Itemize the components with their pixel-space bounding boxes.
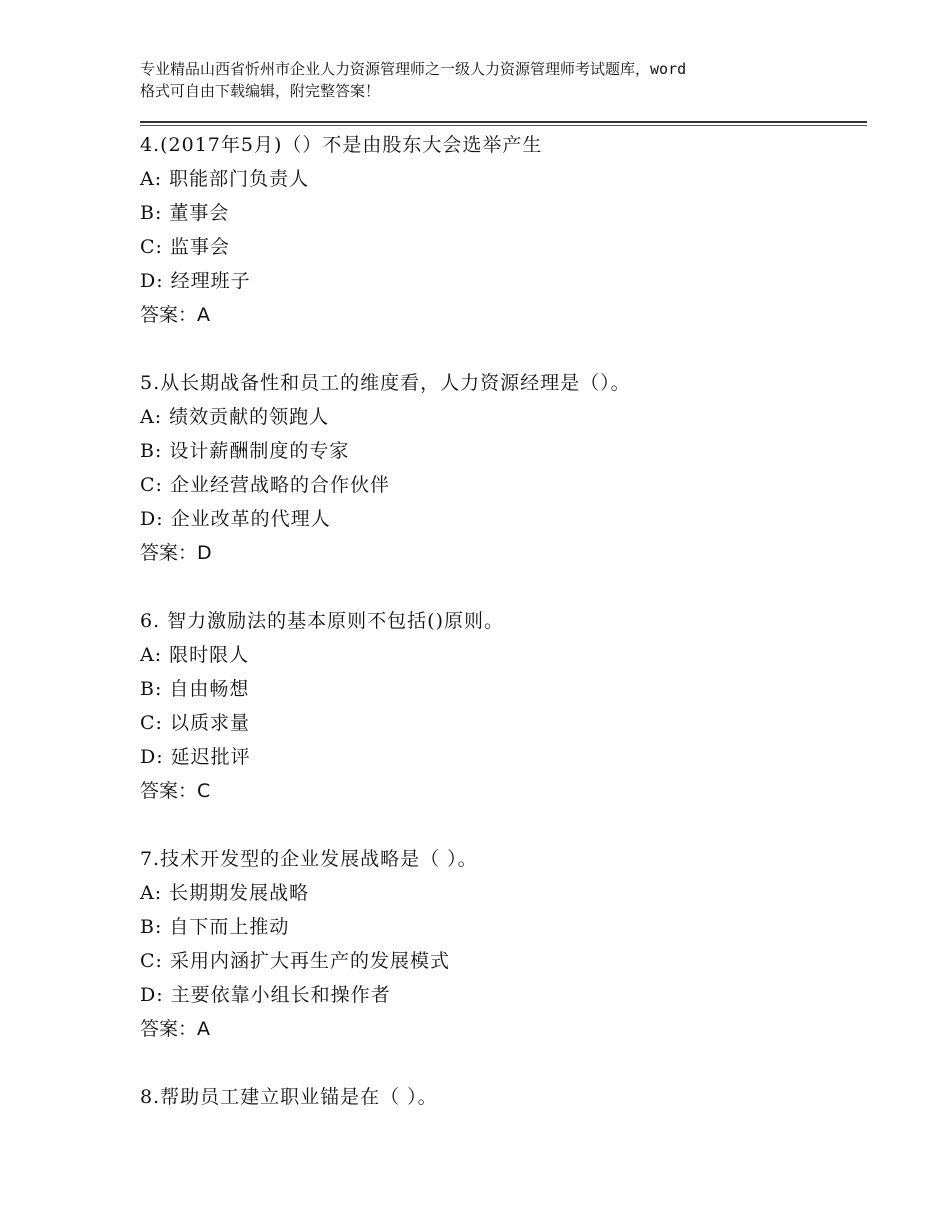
spacer (140, 1046, 860, 1080)
answer: 答案：D (140, 542, 212, 564)
option-c: C: 企业经营战略的合作伙伴 (140, 474, 390, 496)
option-d: D: 经理班子 (140, 270, 251, 292)
option-a: A: 职能部门负责人 (140, 168, 310, 190)
option-b: B: 自由畅想 (140, 678, 250, 700)
option-a: A: 长期期发展战略 (140, 882, 310, 904)
question-5 (140, 366, 860, 604)
option-c: C: 采用内涵扩大再生产的发展模式 (140, 950, 450, 972)
question-8 (140, 1080, 860, 1114)
question-6 (140, 604, 860, 842)
option-c: C: 监事会 (140, 236, 230, 258)
spacer (140, 570, 860, 604)
question-stem: 4.(2017年5月)（）不是由股东大会选举产生 (140, 134, 543, 156)
header-line-1: 专业精品山西省忻州市企业人力资源管理师之一级人力资源管理师考试题库，word (140, 60, 687, 78)
option-d: D: 企业改革的代理人 (140, 508, 331, 530)
option-d: D: 主要依靠小组长和操作者 (140, 984, 391, 1006)
question-list (140, 128, 860, 1114)
answer: 答案：A (140, 304, 210, 326)
option-b: B: 董事会 (140, 202, 230, 224)
question-4 (140, 128, 860, 366)
header-line-2: 格式可自由下载编辑，附完整答案！ (140, 82, 381, 100)
option-b: B: 设计薪酬制度的专家 (140, 440, 350, 462)
answer: 答案：C (140, 780, 211, 802)
answer: 答案：A (140, 1018, 210, 1040)
spacer (140, 332, 860, 366)
option-a: A: 限时限人 (140, 644, 250, 666)
option-c: C: 以质求量 (140, 712, 250, 734)
spacer (140, 808, 860, 842)
header-divider-thin (140, 125, 867, 126)
question-7 (140, 842, 860, 1080)
document-header (140, 58, 830, 102)
question-stem: 7.技术开发型的企业发展战略是（ ）。 (140, 848, 478, 870)
header-divider-thick (140, 121, 867, 123)
question-stem: 6. 智力激励法的基本原则不包括()原则。 (140, 610, 504, 632)
question-stem: 8.帮助员工建立职业锚是在（ ）。 (140, 1086, 438, 1108)
question-stem: 5.从长期战备性和员工的维度看，人力资源经理是（）。 (140, 372, 631, 394)
option-d: D: 延迟批评 (140, 746, 251, 768)
option-a: A: 绩效贡献的领跑人 (140, 406, 330, 428)
option-b: B: 自下而上推动 (140, 916, 290, 938)
